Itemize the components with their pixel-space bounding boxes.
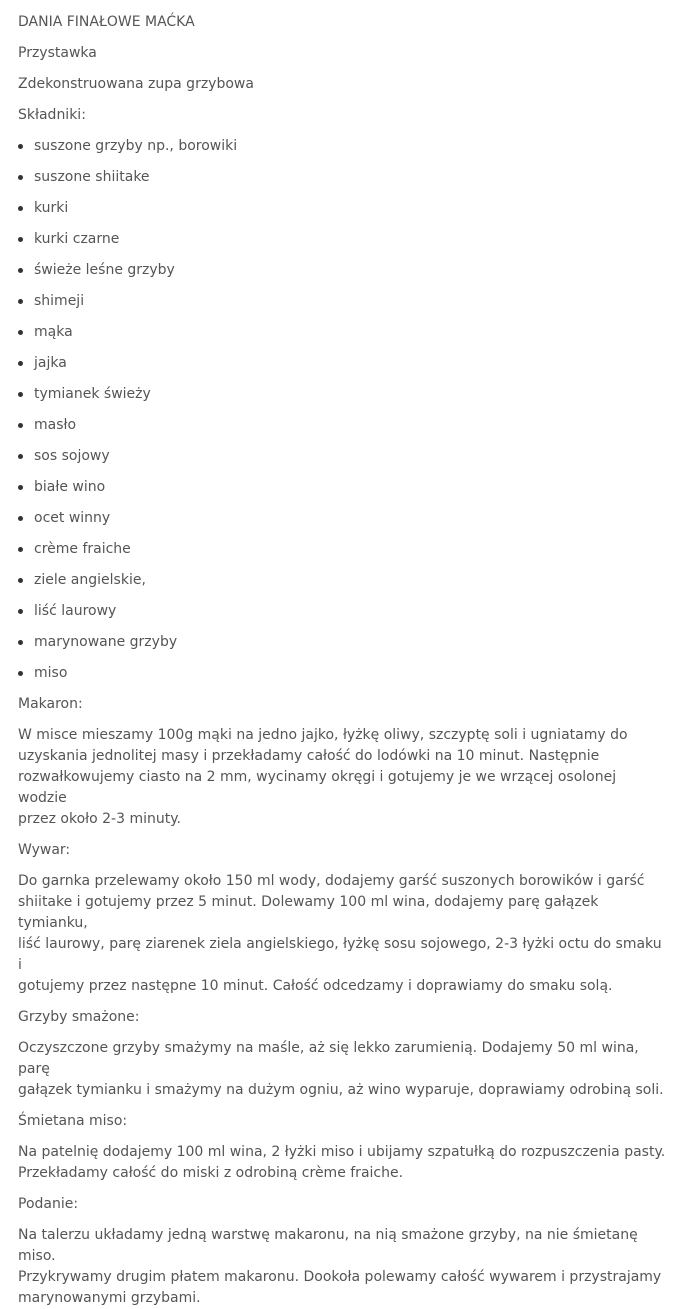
text-line: uzyskania jednolitej masy i przekładamy całość do lodówki na 10 minut. Następnie xyxy=(18,748,600,764)
bullet-icon xyxy=(18,237,23,242)
ingredient-item xyxy=(18,260,668,281)
text-line: Na patelnię dodajemy 100 ml wina, 2 łyżki miso i ubijamy szpatułką do rozpuszczenia pasty. xyxy=(18,1144,666,1160)
ingredient-item xyxy=(18,663,668,684)
text-line: Przekładamy całość do miski z odrobiną crème fraiche. xyxy=(18,1165,404,1181)
ingredients-list xyxy=(18,136,668,684)
ingredient-label: miso xyxy=(34,665,68,681)
dish-name: Zdekonstruowana zupa grzybowa xyxy=(18,76,254,92)
ingredient-item xyxy=(18,539,668,560)
bullet-icon xyxy=(18,144,23,149)
text-line: rozwałkowujemy ciasto na 2 mm, wycinamy okręgi i gotujemy je we wrzącej osolonej wodzie xyxy=(18,769,617,806)
ingredient-item xyxy=(18,291,668,312)
ingredient-label: marynowane grzyby xyxy=(34,634,178,650)
bullet-icon xyxy=(18,423,23,428)
text-line: gałązek tymianku i smażymy na dużym ogniu, aż wino wyparuje, doprawiamy odrobiną soli. xyxy=(18,1082,664,1098)
section-heading-grzyby: Grzyby smażone: xyxy=(18,1009,140,1025)
ingredient-item xyxy=(18,384,668,405)
page-title: DANIA FINAŁOWE MAĆKA xyxy=(18,14,195,30)
section-body-wywar xyxy=(18,871,668,997)
bullet-icon xyxy=(18,516,23,521)
bullet-icon xyxy=(18,671,23,676)
bullet-icon xyxy=(18,578,23,583)
ingredient-item xyxy=(18,601,668,622)
text-line: Oczyszczone grzyby smażymy na maśle, aż się lekko zarumienią. Dodajemy 50 ml wina, parę xyxy=(18,1040,639,1077)
bullet-icon xyxy=(18,361,23,366)
ingredient-item xyxy=(18,415,668,436)
ingredient-item xyxy=(18,322,668,343)
text-line: marynowanymi grzybami. xyxy=(18,1290,201,1306)
ingredients-heading: Składniki: xyxy=(18,107,86,123)
ingredient-label: jajka xyxy=(34,355,67,371)
ingredient-item xyxy=(18,353,668,374)
ingredient-label: ziele angielskie, xyxy=(34,572,146,588)
ingredient-label: ocet winny xyxy=(34,510,111,526)
bullet-icon xyxy=(18,640,23,645)
text-line: W misce mieszamy 100g mąki na jedno jajko, łyżkę oliwy, szczyptę soli i ugniatamy do xyxy=(18,727,628,743)
ingredient-label: masło xyxy=(34,417,77,433)
section-body-makaron xyxy=(18,725,668,830)
bullet-icon xyxy=(18,392,23,397)
ingredient-label: suszone grzyby np., borowiki xyxy=(34,138,238,154)
text-line: Przykrywamy drugim płatem makaronu. Dookoła polewamy całość wywarem i przystrajamy xyxy=(18,1269,662,1285)
bullet-icon xyxy=(18,609,23,614)
ingredient-label: liść laurowy xyxy=(34,603,117,619)
ingredient-label: kurki xyxy=(34,200,69,216)
ingredient-item xyxy=(18,477,668,498)
section-heading-smietana: Śmietana miso: xyxy=(18,1113,128,1129)
bullet-icon xyxy=(18,175,23,180)
ingredient-item xyxy=(18,167,668,188)
bullet-icon xyxy=(18,454,23,459)
section-heading-wywar: Wywar: xyxy=(18,842,71,858)
bullet-icon xyxy=(18,547,23,552)
ingredient-label: mąka xyxy=(34,324,73,340)
text-line: gotujemy przez następne 10 minut. Całość odcedzamy i doprawiamy do smaku solą. xyxy=(18,978,613,994)
bullet-icon xyxy=(18,268,23,273)
section-heading-makaron: Makaron: xyxy=(18,696,83,712)
ingredient-item xyxy=(18,632,668,653)
text-line: Do garnka przelewamy około 150 ml wody, dodajemy garść suszonych borowików i garść xyxy=(18,873,645,889)
ingredient-item xyxy=(18,508,668,529)
ingredient-label: świeże leśne grzyby xyxy=(34,262,175,278)
text-line: Na talerzu układamy jedną warstwę makaronu, na nią smażone grzyby, na nie śmietanę miso. xyxy=(18,1227,638,1264)
bullet-icon xyxy=(18,206,23,211)
ingredient-label: crème fraiche xyxy=(34,541,131,557)
ingredient-item xyxy=(18,446,668,467)
bullet-icon xyxy=(18,299,23,304)
text-line: przez około 2-3 minuty. xyxy=(18,811,181,827)
section-body-smietana xyxy=(18,1142,668,1184)
section-body-grzyby xyxy=(18,1038,668,1101)
ingredient-label: białe wino xyxy=(34,479,106,495)
ingredient-label: kurki czarne xyxy=(34,231,120,247)
course-label: Przystawka xyxy=(18,45,97,61)
ingredient-label: tymianek świeży xyxy=(34,386,151,402)
bullet-icon xyxy=(18,485,23,490)
text-line: liść laurowy, parę ziarenek ziela angielskiego, łyżkę sosu sojowego, 2-3 łyżki octu do smaku i xyxy=(18,936,662,973)
ingredient-label: sos sojowy xyxy=(34,448,110,464)
ingredient-item xyxy=(18,570,668,591)
ingredient-label: suszone shiitake xyxy=(34,169,150,185)
bullet-icon xyxy=(18,330,23,335)
ingredient-item xyxy=(18,136,668,157)
ingredient-label: shimeji xyxy=(34,293,85,309)
ingredient-item xyxy=(18,198,668,219)
section-body-podanie xyxy=(18,1225,668,1309)
ingredient-item xyxy=(18,229,668,250)
text-line: shiitake i gotujemy przez 5 minut. Dolewamy 100 ml wina, dodajemy parę gałązek tymianku, xyxy=(18,894,599,931)
section-heading-podanie: Podanie: xyxy=(18,1196,79,1212)
